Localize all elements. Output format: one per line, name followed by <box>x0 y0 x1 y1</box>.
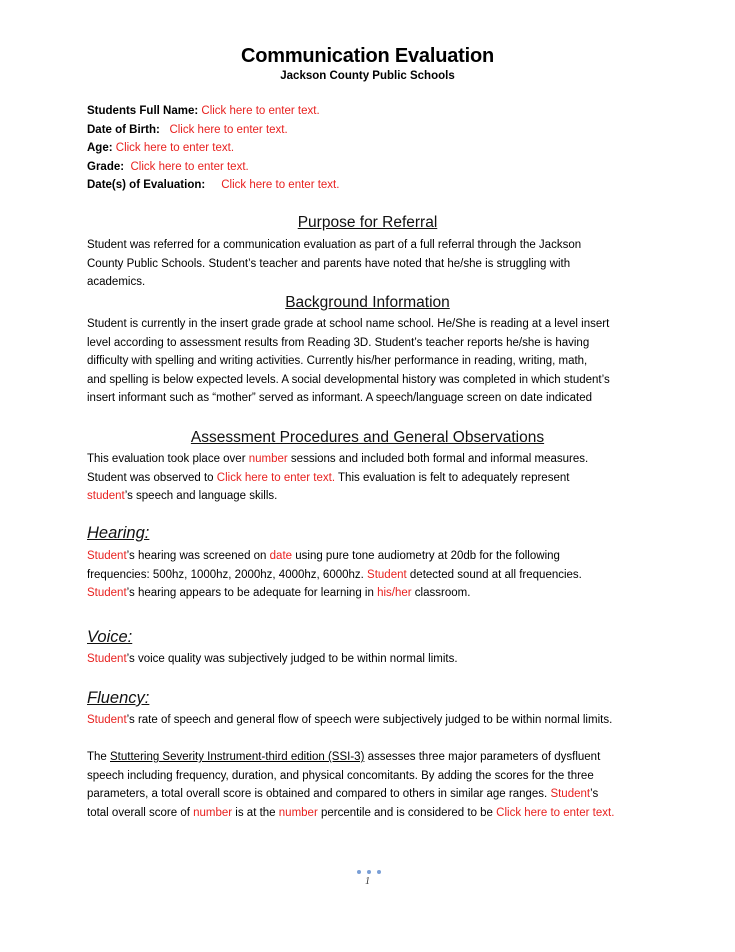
heading-voice: Voice: <box>87 628 133 646</box>
text-line: Student was referred for a communication evaluation as part of a full referral through the Jackson <box>87 239 582 251</box>
field-label: Age: <box>87 142 113 154</box>
pronoun-placeholder[interactable]: his/her <box>377 587 412 599</box>
field-age <box>87 139 339 158</box>
text-run: parameters, a total overall score is obtained and compared to others in similar age ranges. <box>87 788 551 800</box>
text-run: is at the <box>232 806 279 819</box>
date-of-birth-input[interactable]: Click here to enter text. <box>169 123 288 136</box>
text-run: ’s speech and language skills. <box>124 490 278 502</box>
grade-input[interactable]: Click here to enter text. <box>130 160 249 173</box>
age-input[interactable]: Click here to enter text. <box>115 142 235 154</box>
text-run: total overall score of <box>87 806 194 819</box>
paragraph-purpose <box>87 236 667 292</box>
paragraph-background <box>87 315 667 408</box>
text-run: detected sound at all frequencies. <box>406 568 582 581</box>
text-line <box>87 650 667 669</box>
field-full-name <box>87 102 339 121</box>
date-placeholder[interactable]: date <box>269 550 293 562</box>
field-label: Date of Birth: <box>87 123 160 136</box>
student-info-fields <box>87 102 339 195</box>
text-line <box>87 711 667 730</box>
text-run: Student was observed to <box>87 471 217 484</box>
text-line: County Public Schools. Student’s teacher and parents have noted that he/she is struggling with <box>87 257 571 270</box>
text-run: classroom. <box>411 587 471 599</box>
text-line: and spelling is below expected levels. A social developmental history was completed in which student’s <box>87 373 610 386</box>
paragraph-hearing <box>87 547 667 603</box>
text-run: using pure tone audiometry at 20db for the following <box>292 550 560 562</box>
dot-icon <box>357 870 361 874</box>
heading-purpose-for-referral: Purpose for Referral <box>297 214 438 231</box>
student-placeholder[interactable]: Student <box>87 587 127 599</box>
field-date-of-birth <box>87 121 339 140</box>
page-number: 1 <box>365 876 370 887</box>
text-run: This evaluation took place over <box>87 453 249 465</box>
paragraph-assessment <box>87 450 667 506</box>
text-run: ’s voice quality was subjectively judged to be within normal limits. <box>126 653 458 665</box>
text-line: level according to assessment results from Reading 3D. Student’s teacher reports he/she is having <box>87 336 590 349</box>
paragraph-fluency-1 <box>87 711 667 730</box>
text-line: academics. <box>87 276 146 288</box>
document-subtitle: Jackson County Public Schools <box>280 70 455 82</box>
field-label: Date(s) of Evaluation: <box>87 179 206 191</box>
text-run: sessions and included both formal and informal measures. <box>287 453 589 465</box>
text-line <box>87 804 667 823</box>
text-line <box>87 748 667 767</box>
text-line: speech including frequency, duration, and physical concomitants. By adding the scores for the three <box>87 769 594 782</box>
sessions-number-placeholder[interactable]: number <box>248 453 288 465</box>
ssi3-reference: Stuttering Severity Instrument-third edition (SSI-3) <box>110 751 365 763</box>
severity-placeholder[interactable]: Click here to enter text. <box>496 806 615 819</box>
text-run: The <box>87 751 111 763</box>
text-line <box>87 469 667 488</box>
percentile-number-placeholder[interactable]: number <box>278 806 318 819</box>
heading-background-information: Background Information <box>285 294 450 311</box>
student-placeholder[interactable]: Student <box>367 568 407 581</box>
text-run: percentile and is considered to be <box>317 806 497 819</box>
field-grade <box>87 158 339 177</box>
text-run: ’s hearing appears to be adequate for learning in <box>126 587 378 599</box>
text-run: ’s hearing was screened on <box>126 550 270 562</box>
text-run: ’s rate of speech and general flow of speech were subjectively judged to be within normal limits. <box>126 714 613 726</box>
text-run: assesses three major parameters of dysfluent <box>364 751 601 763</box>
text-line: Student is currently in the insert grade grade at school name school. He/She is reading at a level insert <box>87 318 610 330</box>
text-line <box>87 566 667 585</box>
text-line <box>87 547 667 566</box>
observation-placeholder[interactable]: Click here to enter text. <box>216 471 336 484</box>
heading-fluency: Fluency: <box>87 689 150 707</box>
text-run: ’s <box>590 788 599 800</box>
student-placeholder[interactable]: Student <box>87 714 127 726</box>
heading-assessment-procedures: Assessment Procedures and General Observations <box>190 429 545 446</box>
paragraph-fluency-2 <box>87 748 667 822</box>
paragraph-voice <box>87 650 667 669</box>
student-placeholder[interactable]: Student <box>87 550 127 562</box>
score-number-placeholder[interactable]: number <box>193 806 233 819</box>
document-title: Communication Evaluation <box>240 45 494 67</box>
text-line: difficulty with spelling and writing activities. Currently his/her performance in reading, writing, math, <box>87 355 588 367</box>
text-line: insert informant such as “mother” served as informant. A speech/language screen on date indicated <box>87 392 593 404</box>
text-line <box>87 785 667 804</box>
text-line <box>87 487 667 506</box>
field-label: Students Full Name: <box>87 105 199 117</box>
heading-hearing: Hearing: <box>87 524 150 542</box>
text-run: frequencies: 500hz, 1000hz, 2000hz, 4000hz, 6000hz. <box>87 568 368 581</box>
dot-icon <box>377 870 381 874</box>
student-placeholder[interactable]: Student <box>550 788 591 800</box>
full-name-input[interactable]: Click here to enter text. <box>201 105 320 117</box>
text-line <box>87 584 667 603</box>
field-evaluation-dates <box>87 176 339 195</box>
student-placeholder[interactable]: Student <box>87 653 127 665</box>
field-label: Grade: <box>87 160 125 173</box>
dot-icon <box>367 870 371 874</box>
text-run: This evaluation is felt to adequately represent <box>335 471 570 484</box>
text-line <box>87 450 667 469</box>
evaluation-dates-input[interactable]: Click here to enter text. <box>221 179 340 191</box>
student-placeholder[interactable]: student <box>87 490 125 502</box>
